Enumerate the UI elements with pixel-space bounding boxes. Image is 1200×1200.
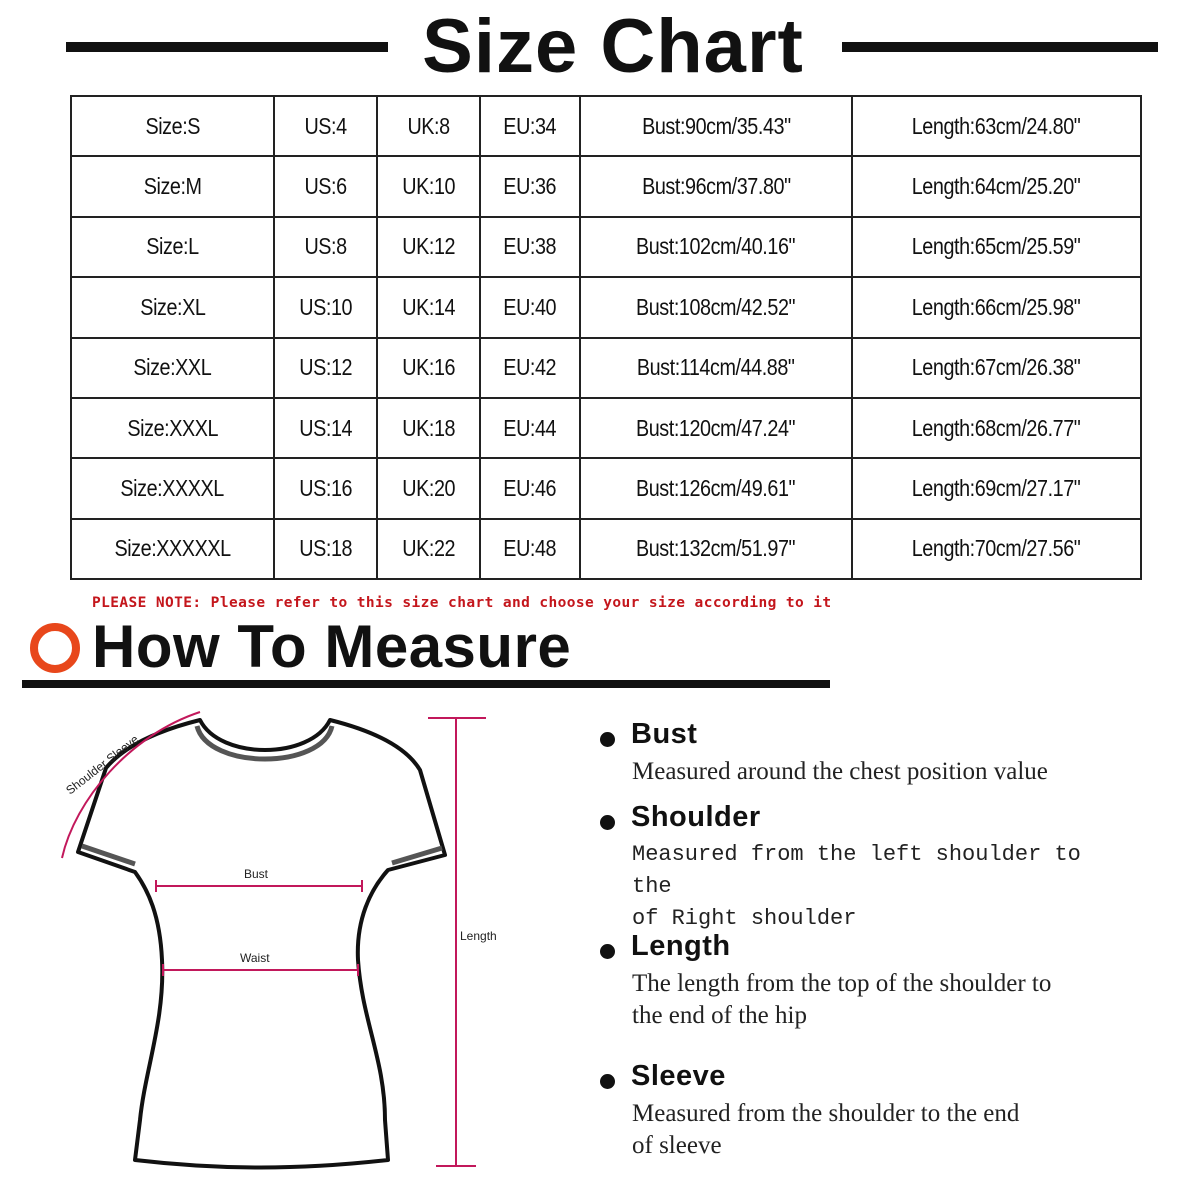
bullet-icon	[600, 815, 615, 830]
us-size-cell	[274, 519, 377, 579]
size-note: PLEASE NOTE: Please refer to this size chart and choose your size according to it	[92, 595, 832, 611]
bust-cell	[580, 519, 852, 579]
table-cell-text: Length:68cm/26.77"	[912, 414, 1081, 441]
bullet-icon	[600, 732, 615, 747]
measure-description	[632, 968, 1122, 1032]
measure-description-line: Measured from the shoulder to the end	[632, 1100, 1020, 1127]
shoulder-sleeve-label: Shoulder Sleeve	[63, 732, 142, 798]
tshirt-outline	[78, 720, 445, 1168]
table-cell-text: UK:8	[407, 112, 450, 139]
us-size-cell	[274, 156, 377, 216]
measure-description	[632, 839, 1122, 935]
uk-size-cell	[377, 96, 480, 156]
uk-size-cell	[377, 338, 480, 398]
us-size-cell	[274, 217, 377, 277]
table-cell-text: Bust:102cm/40.16"	[636, 233, 796, 260]
size-cell	[71, 217, 274, 277]
table-cell-text: Size:XXXL	[127, 414, 218, 441]
table-cell-text: Size:S	[145, 112, 200, 139]
bust-cell	[580, 338, 852, 398]
table-cell-text: Size:L	[146, 233, 199, 260]
table-cell-text: Length:69cm/27.17"	[912, 474, 1081, 501]
size-cell	[71, 338, 274, 398]
table-cell-text: EU:36	[503, 173, 557, 200]
eu-size-cell	[480, 338, 580, 398]
size-cell	[71, 96, 274, 156]
eu-size-cell	[480, 458, 580, 518]
measure-description	[632, 756, 1122, 788]
table-cell-text: Length:64cm/25.20"	[912, 173, 1081, 200]
measure-description-line: The length from the top of the shoulder to	[632, 970, 1052, 997]
measure-description-line: Measured from the left shoulder to the	[632, 842, 1081, 899]
bust-label: Bust	[244, 867, 269, 881]
title-rule-left	[66, 42, 388, 52]
uk-size-cell	[377, 217, 480, 277]
table-cell-text: Bust:108cm/42.52"	[636, 293, 796, 320]
measure-name: Shoulder	[631, 801, 761, 833]
size-cell	[71, 398, 274, 458]
table-row	[71, 519, 1141, 579]
us-size-cell	[274, 96, 377, 156]
table-cell-text: UK:10	[402, 173, 455, 200]
eu-size-cell	[480, 398, 580, 458]
eu-size-cell	[480, 519, 580, 579]
table-cell-text: UK:12	[402, 233, 455, 260]
us-size-cell	[274, 398, 377, 458]
length-cell	[852, 217, 1141, 277]
measure-description-line: of sleeve	[632, 1132, 722, 1159]
table-cell-text: Size:XL	[139, 293, 206, 320]
measure-name: Bust	[631, 718, 698, 750]
uk-size-cell	[377, 519, 480, 579]
size-chart-header	[0, 0, 1200, 92]
table-cell-text: Size:M	[143, 173, 202, 200]
us-size-cell	[274, 338, 377, 398]
measure-description	[632, 1098, 1122, 1162]
table-cell-text: UK:14	[402, 293, 455, 320]
table-cell-text: US:12	[299, 354, 352, 381]
table-row	[71, 338, 1141, 398]
eu-size-cell	[480, 156, 580, 216]
size-cell	[71, 519, 274, 579]
length-cell	[852, 156, 1141, 216]
table-cell-text: EU:34	[503, 112, 557, 139]
table-cell-text: Length:67cm/26.38"	[912, 354, 1081, 381]
table-cell-text: UK:18	[402, 414, 455, 441]
measure-description-line: Measured around the chest position value	[632, 758, 1048, 785]
length-cell	[852, 277, 1141, 337]
size-cell	[71, 156, 274, 216]
measure-description-line: the end of the hip	[632, 1002, 807, 1029]
size-table	[70, 95, 1142, 580]
table-cell-text: Length:66cm/25.98"	[912, 293, 1081, 320]
table-cell-text: EU:48	[503, 535, 557, 562]
measure-description-line: of Right shoulder	[632, 906, 857, 931]
how-to-measure-title: How To Measure	[92, 613, 572, 680]
tshirt-diagram	[40, 700, 540, 1180]
table-cell-text: EU:40	[503, 293, 557, 320]
table-cell-text: UK:22	[402, 535, 455, 562]
length-cell	[852, 458, 1141, 518]
length-cell	[852, 338, 1141, 398]
table-cell-text: Size:XXL	[133, 354, 212, 381]
table-row	[71, 217, 1141, 277]
table-cell-text: US:8	[304, 233, 347, 260]
bullet-icon	[600, 1074, 615, 1089]
eu-size-cell	[480, 217, 580, 277]
us-size-cell	[274, 277, 377, 337]
bust-cell	[580, 96, 852, 156]
table-cell-text: Size:XXXXXL	[114, 535, 231, 562]
size-table-body	[71, 96, 1141, 579]
table-cell-text: Size:XXXXL	[120, 474, 225, 501]
table-cell-text: Bust:120cm/47.24"	[636, 414, 796, 441]
measure-name: Length	[631, 930, 731, 962]
size-cell	[71, 458, 274, 518]
bust-cell	[580, 217, 852, 277]
length-label: Length	[460, 929, 497, 943]
length-cell	[852, 398, 1141, 458]
table-cell-text: UK:16	[402, 354, 455, 381]
uk-size-cell	[377, 398, 480, 458]
table-cell-text: EU:46	[503, 474, 557, 501]
page-title: Size Chart	[422, 4, 804, 89]
table-row	[71, 458, 1141, 518]
table-cell-text: US:6	[304, 173, 347, 200]
measure-name: Sleeve	[631, 1060, 726, 1092]
table-cell-text: Bust:96cm/37.80"	[641, 173, 791, 200]
bust-cell	[580, 458, 852, 518]
uk-size-cell	[377, 277, 480, 337]
uk-size-cell	[377, 458, 480, 518]
table-cell-text: US:18	[299, 535, 352, 562]
length-cell	[852, 519, 1141, 579]
table-cell-text: US:16	[299, 474, 352, 501]
table-cell-text: Bust:132cm/51.97"	[636, 535, 796, 562]
bullet-icon	[600, 944, 615, 959]
bust-cell	[580, 398, 852, 458]
table-cell-text: EU:44	[503, 414, 557, 441]
bust-cell	[580, 156, 852, 216]
uk-size-cell	[377, 156, 480, 216]
table-cell-text: Bust:114cm/44.88"	[637, 354, 795, 381]
title-rule-right	[842, 42, 1158, 52]
length-cell	[852, 96, 1141, 156]
eu-size-cell	[480, 96, 580, 156]
table-cell-text: US:4	[304, 112, 347, 139]
table-cell-text: Length:70cm/27.56"	[912, 535, 1081, 562]
waist-label: Waist	[240, 951, 270, 965]
us-size-cell	[274, 458, 377, 518]
table-row	[71, 277, 1141, 337]
eu-size-cell	[480, 277, 580, 337]
table-row	[71, 96, 1141, 156]
table-cell-text: Length:65cm/25.59"	[912, 233, 1081, 260]
table-cell-text: EU:38	[503, 233, 557, 260]
size-cell	[71, 277, 274, 337]
table-cell-text: Bust:90cm/35.43"	[641, 112, 791, 139]
table-cell-text: Length:63cm/24.80"	[912, 112, 1081, 139]
table-row	[71, 156, 1141, 216]
table-cell-text: EU:42	[503, 354, 557, 381]
table-cell-text: Bust:126cm/49.61"	[636, 474, 796, 501]
table-cell-text: UK:20	[402, 474, 455, 501]
table-cell-text: US:14	[299, 414, 352, 441]
bust-cell	[580, 277, 852, 337]
circle-icon	[30, 623, 80, 673]
table-cell-text: US:10	[299, 293, 352, 320]
how-to-measure-rule	[22, 680, 830, 688]
table-row	[71, 398, 1141, 458]
